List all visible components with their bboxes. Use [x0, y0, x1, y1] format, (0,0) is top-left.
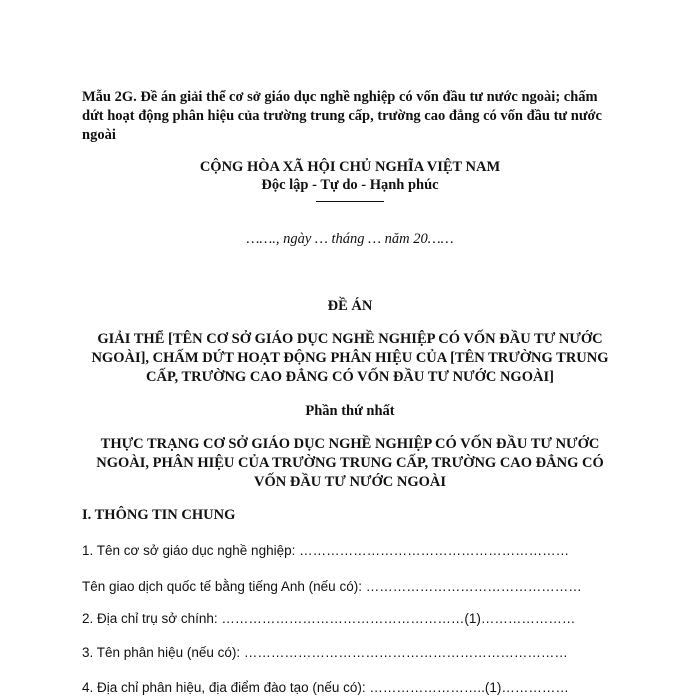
field-international-name: Tên giao dịch quốc tế bằng tiếng Anh (nếu có): …………………………………………	[82, 579, 582, 594]
section-heading: I. THÔNG TIN CHUNG	[82, 507, 236, 523]
part-title: THỰC TRẠNG CƠ SỞ GIÁO DỤC NGHỀ NGHIỆP CÓ VỐN ĐẦU TƯ NƯỚC NGOÀI, PHÂN HIỆU CỦA TRƯỜNG TRUNG CẤP, TRƯỜNG CAO ĐẲNG CÓ VỐN ĐẦU TƯ NƯỚC NGOÀI	[96, 436, 604, 490]
field-branch-name: 3. Tên phân hiệu (nếu có): ………………………………………………………………	[82, 645, 568, 660]
document-subtitle: GIẢI THỂ [TÊN CƠ SỞ GIÁO DỤC NGHỀ NGHIỆP CÓ VỐN ĐẦU TƯ NƯỚC NGOÀI], CHẤM DỨT HOẠT ĐỘNG PHÂN HIỆU CỦA [TÊN TRƯỜNG TRUNG CẤP, TRƯỜNG CAO ĐẲNG CÓ VỐN ĐẦU TƯ NƯỚC NGOÀI]	[91, 331, 609, 385]
field-institution-name: 1. Tên cơ sở giáo dục nghề nghiệp: ……………………………………………………	[82, 543, 570, 558]
motto-underline	[316, 201, 384, 202]
place-date-line: ……., ngày … tháng … năm 20……	[246, 231, 454, 247]
document-title: ĐỀ ÁN	[327, 298, 373, 314]
part-label: Phần thứ nhất	[305, 403, 395, 419]
national-motto: Độc lập - Tự do - Hạnh phúc	[261, 177, 439, 193]
national-title: CỘNG HÒA XÃ HỘI CHỦ NGHĨA VIỆT NAM	[199, 159, 501, 175]
form-code-title: Mẫu 2G. Đề án giải thể cơ sở giáo dục nghề nghiệp có vốn đầu tư nước ngoài; chấm dứt hoạt động phân hiệu của trường trung cấp, trường cao đẳng có vốn đầu tư nước ngoài	[82, 89, 602, 143]
field-branch-address: 4. Địa chỉ phân hiệu, địa điểm đào tạo (nếu có): ……………………..(1)……………	[82, 680, 569, 695]
field-headquarters-address: 2. Địa chỉ trụ sở chính: ………………………………………………(1)…………………	[82, 611, 576, 626]
